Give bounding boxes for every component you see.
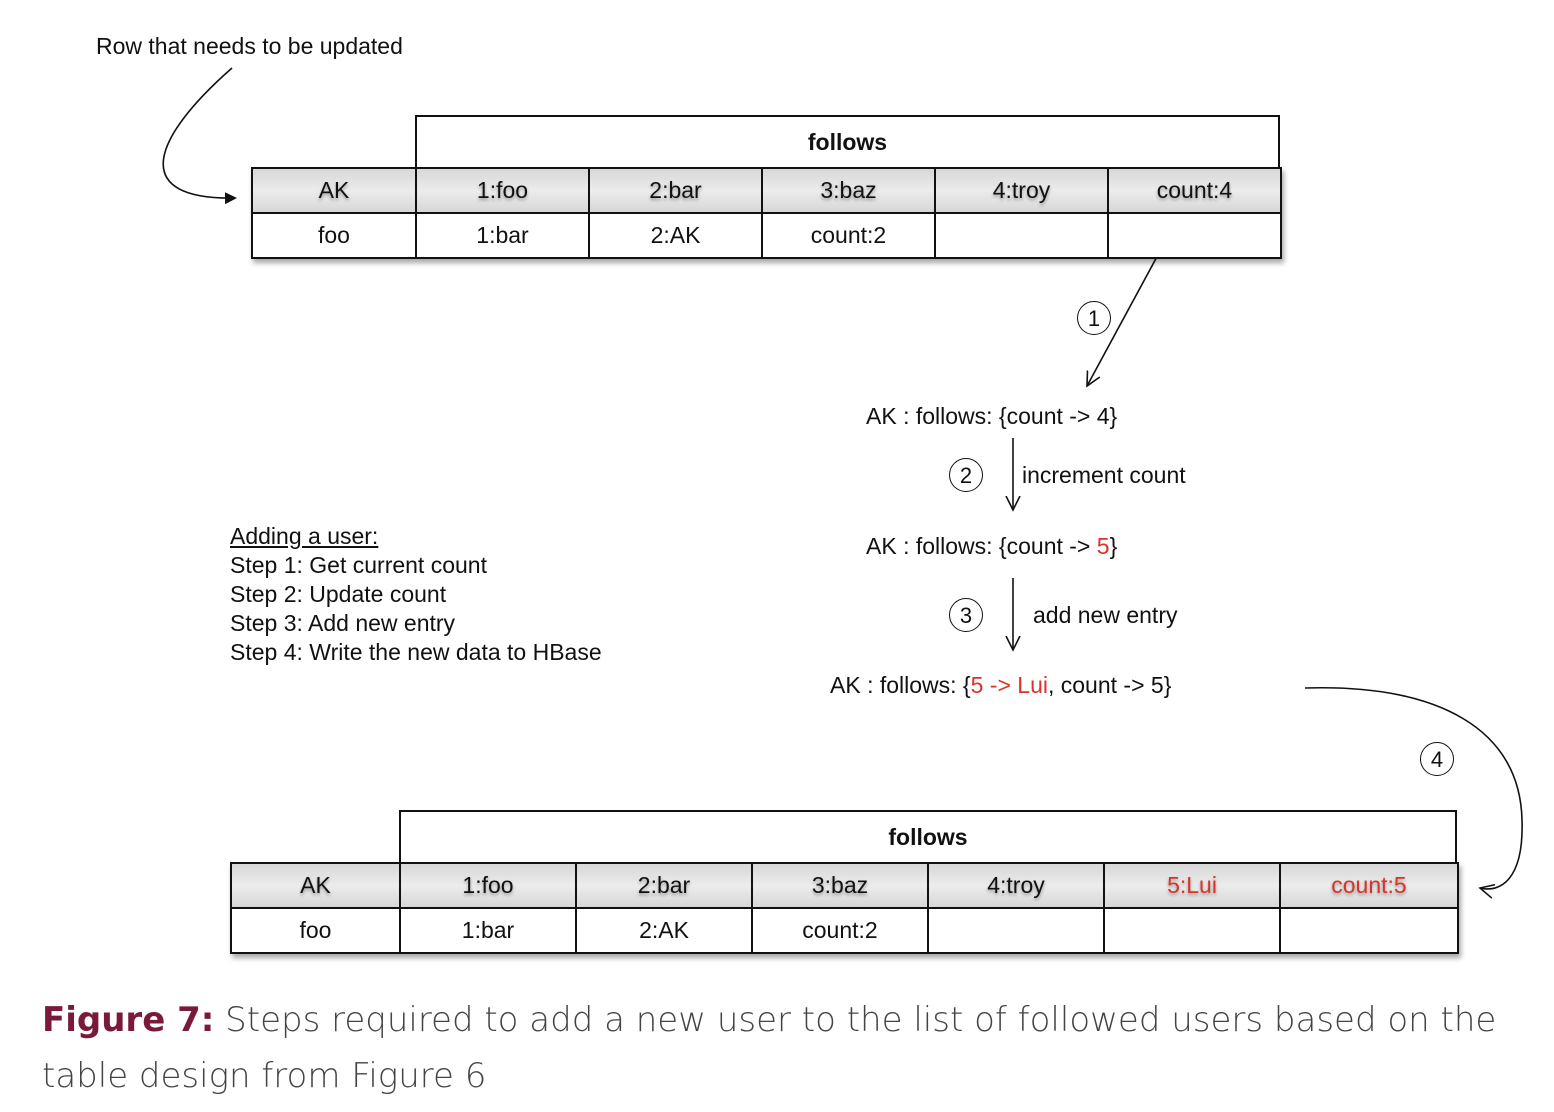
bottom-row-cell: 2:AK [576, 908, 752, 953]
bottom-row-cell [928, 908, 1104, 953]
bottom-row-cell: count:2 [752, 908, 928, 953]
state-line-2: AK : follows: {count -> 5} [866, 533, 1118, 559]
top-row-cell [1108, 213, 1281, 258]
bottom-row-cell: foo [231, 908, 400, 953]
legend-item: Step 3: Add new entry [230, 610, 456, 636]
bottom-header-cell: 1:foo [400, 863, 576, 908]
top-family-header: follows [415, 115, 1280, 169]
legend-item: Step 1: Get current count [230, 552, 487, 578]
step-1-circle: 1 [1077, 301, 1111, 335]
bottom-header-cell: AK [231, 863, 400, 908]
top-header-cell: 2:bar [589, 168, 762, 213]
step-3-circle: 3 [949, 598, 983, 632]
top-row-cell [935, 213, 1108, 258]
bottom-header-cell: 4:troy [928, 863, 1104, 908]
top-row-cell: count:2 [762, 213, 935, 258]
bottom-table-header-row [231, 863, 1458, 908]
top-table-row [252, 213, 1281, 258]
add-entry-label: add new entry [1033, 602, 1178, 628]
bottom-header-cell-new: 5:Lui [1104, 863, 1280, 908]
legend-item: Step 4: Write the new data to HBase [230, 639, 602, 665]
top-header-cell: 1:foo [416, 168, 589, 213]
state-line-1: AK : follows: {count -> 4} [866, 403, 1118, 429]
caption-text: Steps required to add a new user to the list of followed users based on the table design from Figure 6 [42, 1000, 1497, 1096]
bottom-row-cell [1104, 908, 1280, 953]
caption-label: Figure 7: [42, 1000, 215, 1040]
legend-title: Adding a user: [230, 523, 379, 549]
top-row-cell: 1:bar [416, 213, 589, 258]
step-2-circle: 2 [949, 458, 983, 492]
bottom-table-row [231, 908, 1458, 953]
top-header-cell-count: count:4 [1108, 168, 1281, 213]
top-header-cell: 4:troy [935, 168, 1108, 213]
top-table-header-row [252, 168, 1281, 213]
increment-label: increment count [1022, 462, 1186, 488]
bottom-header-cell: 2:bar [576, 863, 752, 908]
figure-caption [42, 992, 1512, 1104]
top-row-cell: 2:AK [589, 213, 762, 258]
steps-legend [230, 522, 602, 667]
top-header-cell: 3:baz [762, 168, 935, 213]
legend-item: Step 2: Update count [230, 581, 447, 607]
top-row-cell: foo [252, 213, 416, 258]
bottom-header-cell-count: count:5 [1280, 863, 1458, 908]
bottom-family-header: follows [399, 810, 1457, 864]
top-table [251, 167, 1282, 259]
step-4-circle: 4 [1420, 742, 1454, 776]
bottom-row-cell [1280, 908, 1458, 953]
updated-count-value: 5 [1096, 533, 1110, 559]
bottom-row-cell: 1:bar [400, 908, 576, 953]
row-annotation: Row that needs to be updated [96, 33, 403, 59]
bottom-table [230, 862, 1459, 954]
new-entry-value: 5 -> Lui [970, 672, 1048, 698]
state-line-3: AK : follows: {5 -> Lui, count -> 5} [830, 672, 1172, 698]
bottom-header-cell: 3:baz [752, 863, 928, 908]
top-header-cell: AK [252, 168, 416, 213]
annotation-arrow [163, 68, 235, 198]
